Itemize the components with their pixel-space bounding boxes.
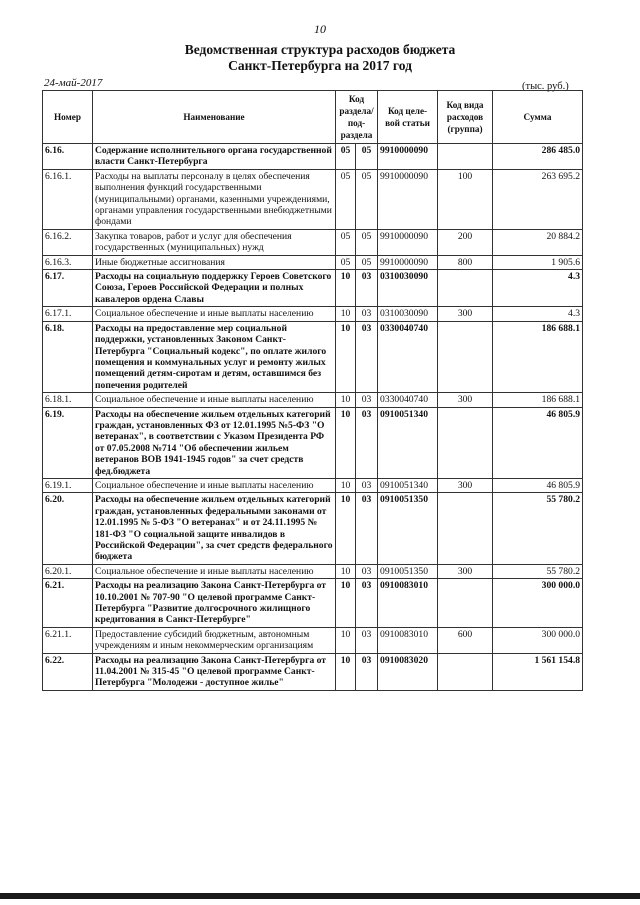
row-subsection: 05 [356,169,378,229]
table-row [43,307,583,321]
row-sum: 55 780.2 [493,564,583,578]
row-name: Предоставление субсидий бюджетным, автономным учреждениям и иным некоммерческим организациям [93,627,336,653]
row-target-code: 0910051350 [378,493,438,564]
row-section: 05 [336,229,356,255]
table-row [43,255,583,269]
row-number: 6.16. [43,144,93,170]
row-name: Социальное обеспечение и иные выплаты населению [93,307,336,321]
row-number: 6.19. [43,407,93,478]
row-section: 10 [336,307,356,321]
title-line-2: Санкт-Петербурга на 2017 год [228,58,412,73]
row-number: 6.16.1. [43,169,93,229]
row-sum: 1 561 154.8 [493,653,583,690]
table-row [43,478,583,492]
row-expense-type [438,407,493,478]
row-target-code: 0910051340 [378,478,438,492]
header-name: Наименование [93,91,336,144]
row-sum: 4.3 [493,307,583,321]
row-target-code: 0330040740 [378,321,438,392]
row-expense-type: 300 [438,393,493,407]
header-number: Номер [43,91,93,144]
row-sum: 186 688.1 [493,393,583,407]
row-number: 6.18. [43,321,93,392]
table-row [43,407,583,478]
row-expense-type [438,653,493,690]
row-name: Иные бюджетные ассигнования [93,255,336,269]
header-target-code: Код целе- вой статьи [378,91,438,144]
row-name: Закупка товаров, работ и услуг для обеспечения государственных (муниципальных) нужд [93,229,336,255]
row-sum: 286 485.0 [493,144,583,170]
row-subsection: 03 [356,653,378,690]
row-expense-type [438,321,493,392]
row-name: Расходы на реализацию Закона Санкт-Петербурга от 10.10.2001 № 707-90 "О целевой программе Санкт-Петербурга "Развитие долгосрочного жилищного кредитования в Санкт-Петербурге" [93,579,336,628]
row-subsection: 05 [356,255,378,269]
row-number: 6.17. [43,270,93,307]
table-row [43,144,583,170]
title-line-1: Ведомственная структура расходов бюджета [184,42,456,57]
row-number: 6.16.3. [43,255,93,269]
table-row [43,229,583,255]
table-row [43,627,583,653]
row-target-code: 0910083010 [378,627,438,653]
row-target-code: 9910000090 [378,255,438,269]
row-section: 10 [336,478,356,492]
row-subsection: 03 [356,564,378,578]
row-expense-type: 300 [438,564,493,578]
row-subsection: 05 [356,229,378,255]
row-target-code: 9910000090 [378,229,438,255]
row-sum: 46 805.9 [493,407,583,478]
row-sum: 263 695.2 [493,169,583,229]
row-target-code: 0310030090 [378,307,438,321]
row-expense-type: 300 [438,307,493,321]
row-section: 10 [336,627,356,653]
row-target-code: 0910083020 [378,653,438,690]
row-section: 05 [336,144,356,170]
row-name: Социальное обеспечение и иные выплаты населению [93,393,336,407]
row-name: Социальное обеспечение и иные выплаты населению [93,564,336,578]
units-label: (тыс. руб.) [522,81,569,92]
row-expense-type [438,270,493,307]
row-expense-type [438,579,493,628]
row-expense-type: 200 [438,229,493,255]
table-row [43,321,583,392]
row-target-code: 0310030090 [378,270,438,307]
row-subsection: 03 [356,321,378,392]
row-number: 6.21.1. [43,627,93,653]
header-sum: Сумма [493,91,583,144]
row-section: 10 [336,321,356,392]
row-number: 6.19.1. [43,478,93,492]
header-expense-type: Код вида расходов (группа) [438,91,493,144]
document-date: 24-май-2017 [44,77,103,89]
row-number: 6.17.1. [43,307,93,321]
row-sum: 55 780.2 [493,493,583,564]
row-subsection: 03 [356,307,378,321]
row-expense-type [438,493,493,564]
row-subsection: 03 [356,407,378,478]
row-target-code: 0330040740 [378,393,438,407]
row-expense-type: 300 [438,478,493,492]
row-name: Социальное обеспечение и иные выплаты населению [93,478,336,492]
row-section: 10 [336,407,356,478]
table-row [43,393,583,407]
table-row [43,564,583,578]
header-section-code: Код раздела/ под- раздела [336,91,378,144]
table-row [43,270,583,307]
row-section: 05 [336,169,356,229]
row-sum: 186 688.1 [493,321,583,392]
row-expense-type: 100 [438,169,493,229]
row-name: Расходы на обеспечение жильем отдельных категорий граждан, установленных федеральными законами от 12.01.1995 № 5-ФЗ "О ветеранах" и от 24.11.1995 № 181-ФЗ "О социальной защите инвалидов в Российской Федерации", за счет средств федерального бюджета [93,493,336,564]
row-expense-type: 800 [438,255,493,269]
row-sum: 300 000.0 [493,579,583,628]
row-sum: 1 905.6 [493,255,583,269]
row-section: 10 [336,564,356,578]
row-subsection: 03 [356,393,378,407]
table-row [43,653,583,690]
row-subsection: 05 [356,144,378,170]
row-target-code: 0910051350 [378,564,438,578]
row-target-code: 9910000090 [378,144,438,170]
row-sum: 46 805.9 [493,478,583,492]
row-section: 10 [336,270,356,307]
row-name: Содержание исполнительного органа государственной власти Санкт-Петербурга [93,144,336,170]
budget-table [42,90,583,691]
table-body [43,144,583,691]
scan-edge [0,893,640,899]
row-name: Расходы на реализацию Закона Санкт-Петербурга от 11.04.2001 № 315-45 "О целевой программе Санкт-Петербурга "Молодежи - доступное жилье" [93,653,336,690]
row-name: Расходы на выплаты персоналу в целях обеспечения выполнения функций государственными (муниципальными) органами, казенными учреждениями, органами управления государственными внебюджетными фондами [93,169,336,229]
row-section: 10 [336,653,356,690]
row-sum: 4.3 [493,270,583,307]
row-name: Расходы на социальную поддержку Героев Советского Союза, Героев Российской Федерации и полных кавалеров ордена Славы [93,270,336,307]
row-number: 6.21. [43,579,93,628]
row-target-code: 9910000090 [378,169,438,229]
row-number: 6.18.1. [43,393,93,407]
row-section: 10 [336,393,356,407]
row-expense-type [438,144,493,170]
row-section: 05 [336,255,356,269]
table-row [43,493,583,564]
row-section: 10 [336,493,356,564]
row-name: Расходы на предоставление мер социальной поддержки, установленных Законом Санкт-Петербурга "Социальный кодекс", по оплате жилого помещения и коммунальных услуг и ремонту жилых помещений детям-сиротам и детям, оставшимся без попечения родителей [93,321,336,392]
page-number: 10 [314,22,326,36]
table-row [43,169,583,229]
document-title [0,42,640,74]
row-sum: 20 884.2 [493,229,583,255]
row-subsection: 03 [356,493,378,564]
row-name: Расходы на обеспечение жильем отдельных категорий граждан, установленных ФЗ от 12.01.1995 №5-ФЗ "О ветеранах", в соответствии с Указом Президента РФ от 07.05.2008 №714 "Об обеспечении жильем ветеранов ВОВ 1941-1945 годов" за счет средств фед.бюджета [93,407,336,478]
row-target-code: 0910051340 [378,407,438,478]
row-section: 10 [336,579,356,628]
row-subsection: 03 [356,627,378,653]
table-row [43,579,583,628]
row-number: 6.16.2. [43,229,93,255]
row-number: 6.20.1. [43,564,93,578]
row-subsection: 03 [356,478,378,492]
row-target-code: 0910083010 [378,579,438,628]
row-number: 6.22. [43,653,93,690]
row-sum: 300 000.0 [493,627,583,653]
row-expense-type: 600 [438,627,493,653]
row-number: 6.20. [43,493,93,564]
row-subsection: 03 [356,579,378,628]
row-subsection: 03 [356,270,378,307]
